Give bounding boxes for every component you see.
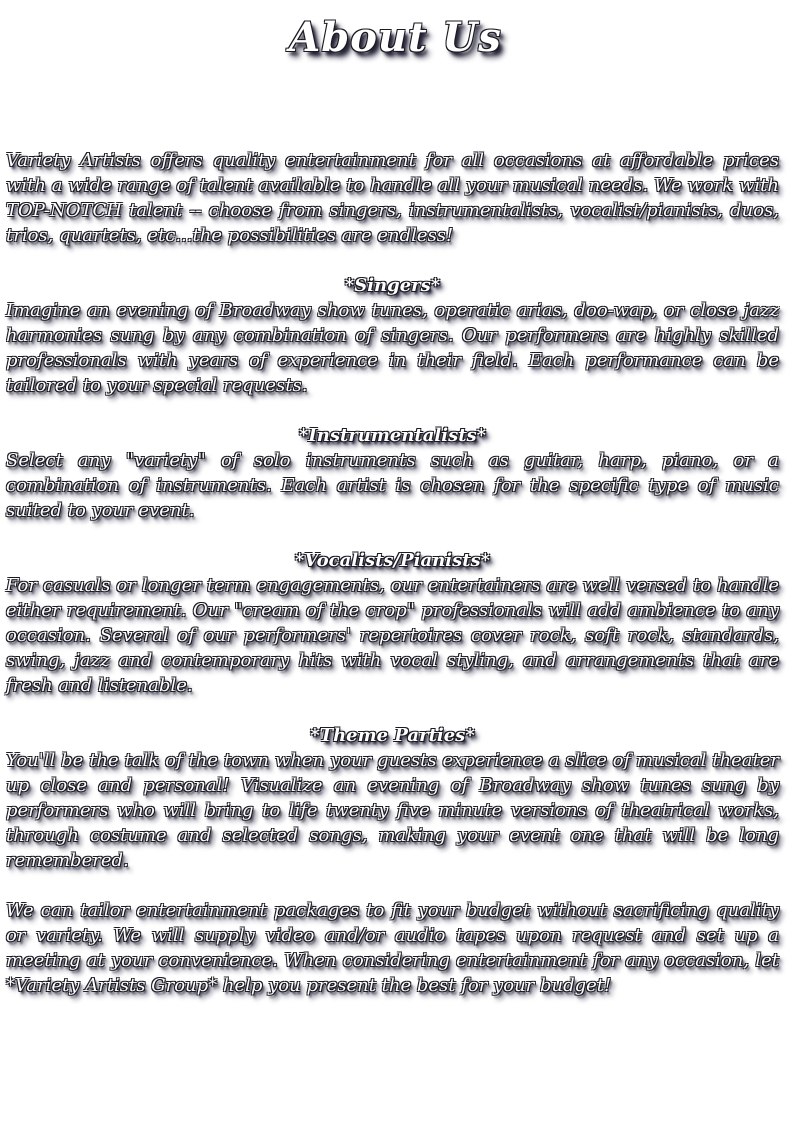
section-heading-vocalists-pianists: *Vocalists/Pianists* <box>294 550 491 571</box>
spacer <box>6 248 779 273</box>
spacer <box>6 523 779 548</box>
about-content <box>6 148 779 998</box>
closing-paragraph: We can tailor entertainment packages to fit your budget without sacrificing quality or variety. We will supply video and/or audio tapes upon request and set up a meeting at your convenience. When considering entertainment for any occasion, let *Variety Artists Group* help you present the best for your budget! <box>6 900 779 996</box>
section-text-singers: Imagine an evening of Broadway show tunes, operatic arias, doo-wap, or close jazz harmonies sung by any combination of singers. Our performers are highly skilled professionals with years of experience in their field. Each performance can be tailored to your special requests. <box>6 300 779 396</box>
spacer <box>6 873 779 898</box>
intro-paragraph: Variety Artists offers quality entertainment for all occasions at affordable prices with a wide range of talent available to handle all your musical needs. We work with TOP-NOTCH talent -- choose from singers, instrumentalists, vocalist/pianists, duos, trios, quartets, etc...the possibilities are endless! <box>6 150 779 246</box>
page-title: About Us <box>289 14 502 61</box>
section-heading-singers: *Singers* <box>344 275 441 296</box>
section-heading-theme-parties: *Theme Parties* <box>310 725 475 746</box>
section-text-theme-parties: You'll be the talk of the town when your guests experience a slice of musical theater up close and personal! Visualize an evening of Broadway show tunes sung by performers who will bring to life twenty five minute versions of theatrical works, through costume and selected songs, making your event one that will be long remembered. <box>6 750 779 871</box>
section-heading-instrumentalists: *Instrumentalists* <box>298 425 487 446</box>
spacer <box>6 398 779 423</box>
section-text-instrumentalists: Select any "variety" of solo instruments such as guitar, harp, piano, or a combination of instruments. Each artist is chosen for the specific type of music suited to your event. <box>6 450 779 521</box>
section-text-vocalists-pianists: For casuals or longer term engagements, our entertainers are well versed to handle either requirement. Our "cream of the crop" professionals will add ambience to any occasion. Several of our performers' repertoires cover rock, soft rock, standards, swing, jazz and contemporary hits with vocal styling, and arrangements that are fresh and listenable. <box>6 575 779 696</box>
spacer <box>6 698 779 723</box>
